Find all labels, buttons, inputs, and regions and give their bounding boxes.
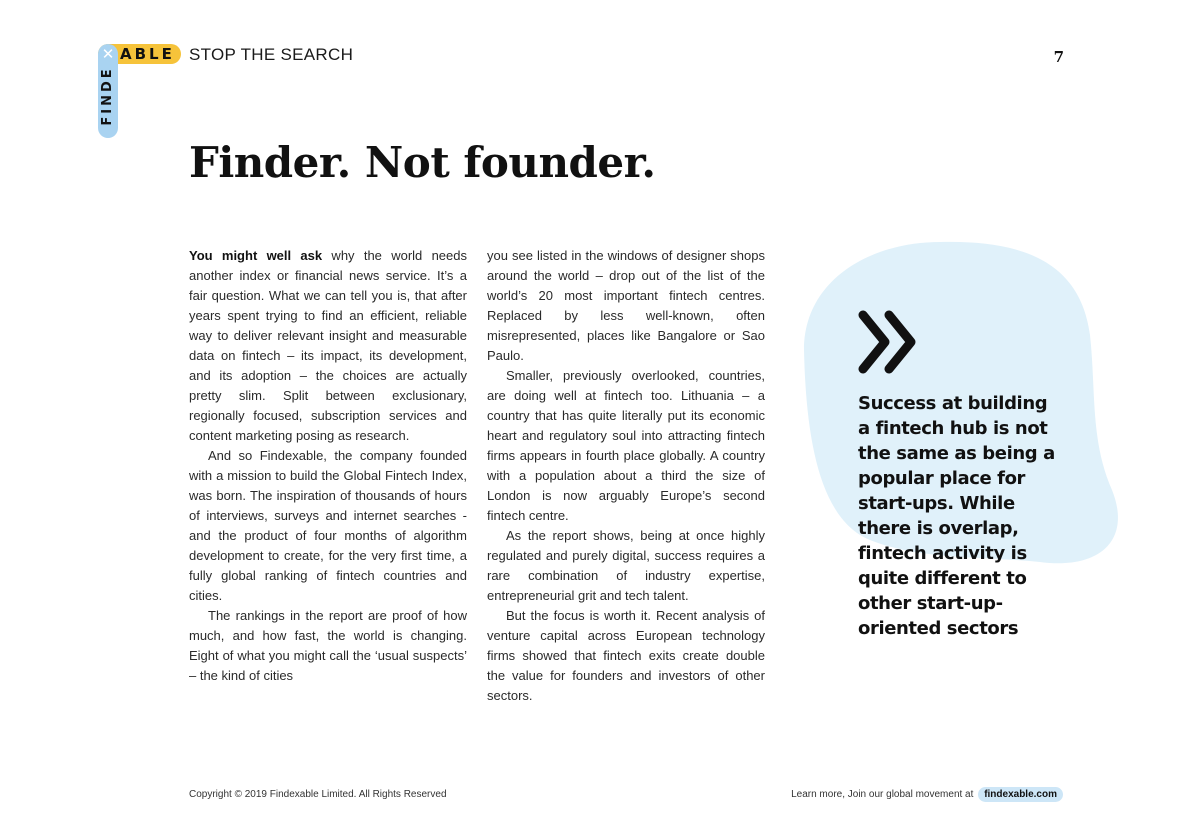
body-column-1 xyxy=(189,246,467,686)
pull-quote: Success at building a fintech hub is not the same as being a popular place for start-ups. While there is overlap, fintech activity is quite different to other start-up-oriented sectors xyxy=(858,393,1055,639)
lead-phrase: You might well ask xyxy=(189,248,323,263)
findexable-link[interactable]: findexable.com xyxy=(978,787,1063,802)
findexable-logo xyxy=(98,44,182,140)
paragraph-7: But the focus is worth it. Recent analysis of venture capital across European technology firms showed that fintech exits create double the value for founders and investors of other sectors. xyxy=(487,608,765,703)
paragraph-2: And so Findexable, the company founded with a mission to build the Global Fintech Index, was born. The inspiration of thousands of hours of interviews, surveys and internet searches - and the product of four months of algorithm development to create, for the very first time, a fully global ranking of fintech countries and cities. xyxy=(189,448,467,603)
logo-x-mark: ✕ xyxy=(101,45,115,63)
paragraph-6: As the report shows, being at once highly regulated and purely digital, success requires a rare combination of industry expertise, entrepreneurial grit and tech talent. xyxy=(487,528,765,603)
logo-finde-text: FINDE xyxy=(100,66,115,126)
logo-able-text: ABLE xyxy=(120,45,175,63)
page-number: 7 xyxy=(1053,48,1064,66)
header-tagline: STOP THE SEARCH xyxy=(189,45,354,64)
double-chevron-right-icon xyxy=(857,309,923,375)
paragraph-4: you see listed in the windows of designer shops around the world – drop out of the list of the world’s 20 most important fintech centres. Replaced by less well-known, often misrepresented, places like Bangalore or Sao Paulo. xyxy=(487,248,765,363)
footer-cta-text: Learn more, Join our global movement at xyxy=(791,789,974,800)
paragraph-5: Smaller, previously overlooked, countries, are doing well at fintech too. Lithuania – a country that has quite literally put its economic heart and regulatory soul into attracting fintech firms appears in fourth place globally. A country with a population about a third the size of London is now arguably Europe’s second fintech centre. xyxy=(487,368,765,523)
footer-cta xyxy=(791,787,1063,802)
body-column-2 xyxy=(487,246,765,706)
paragraph-3: The rankings in the report are proof of how much, and how fast, the world is changing. Eight of what you might call the ‘usual suspects’ – the kind of cities xyxy=(189,608,467,683)
page-title: Finder. Not founder. xyxy=(189,138,656,187)
paragraph-1-text: why the world needs another index or financial news service. It’s a fair question. What we can tell you is, that after years spent trying to find an efficient, reliable way to deliver relevant insight and measurable data on fintech – its impact, its development, and its adoption – the choices are actually pretty slim. Split between exclusionary, regionally focused, subscription services and content marketing posing as research. xyxy=(189,248,467,443)
copyright-notice: Copyright © 2019 Findexable Limited. All Rights Reserved xyxy=(189,789,447,800)
paragraph-1 xyxy=(189,246,467,446)
